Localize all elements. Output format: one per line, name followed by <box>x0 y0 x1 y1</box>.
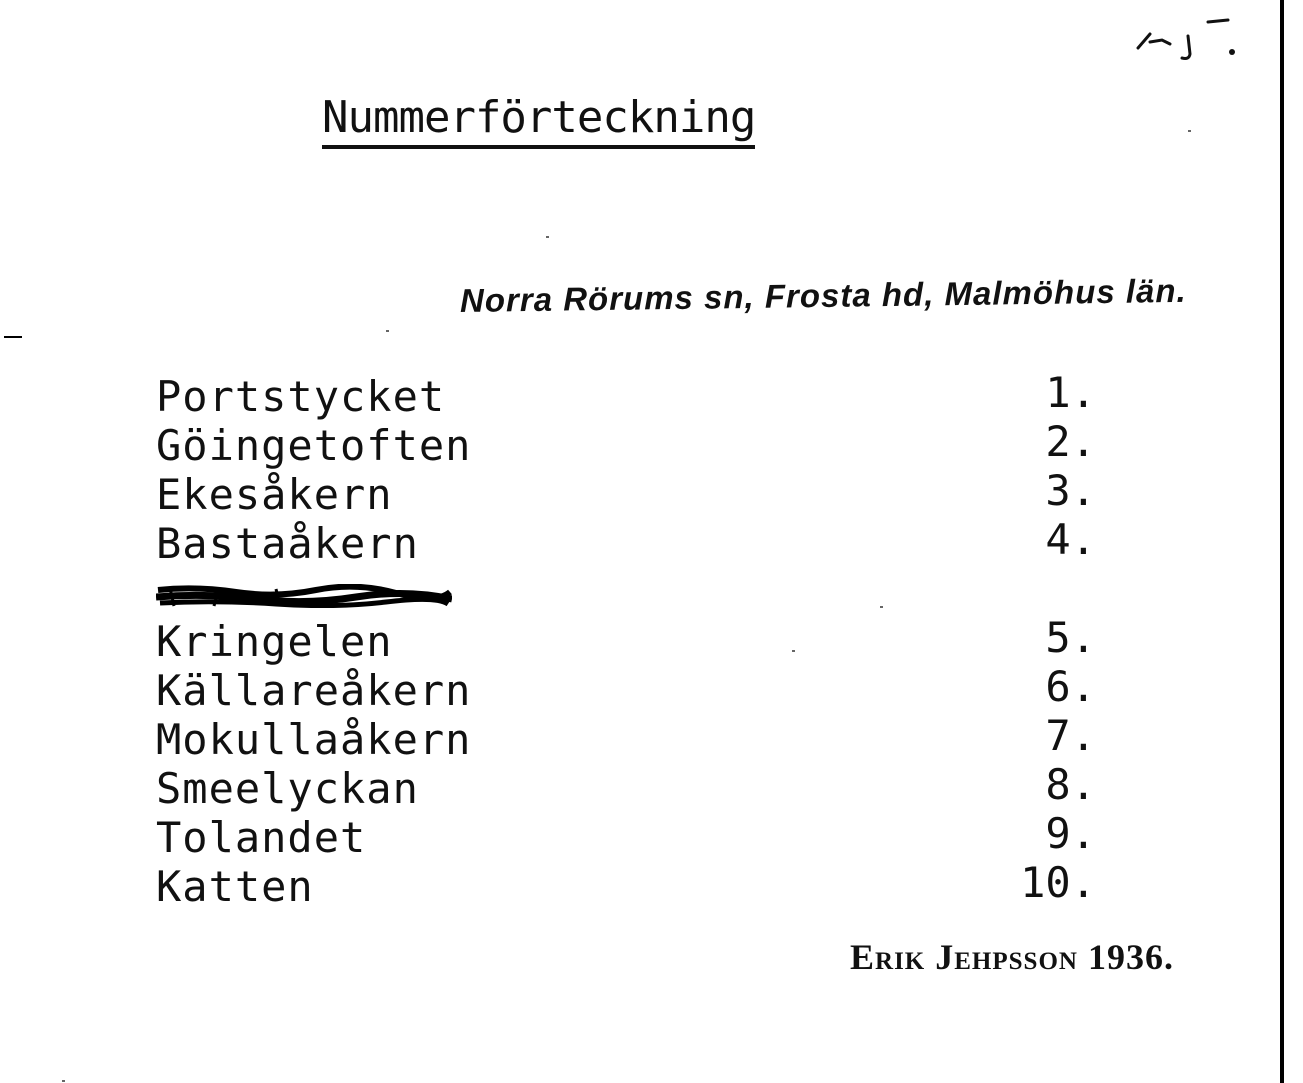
field-name: Bastaåkern <box>156 519 419 568</box>
list-item <box>156 760 1116 813</box>
location-line: Norra Rörums sn, Frosta hd, Malmöhus län. <box>459 271 1187 319</box>
field-name: Kringelen <box>156 617 393 666</box>
field-name: Smeelyckan <box>156 764 419 813</box>
number-list <box>156 368 1116 911</box>
list-item <box>156 515 1116 568</box>
page-edge-line <box>1280 0 1284 1083</box>
scan-speck <box>386 330 389 332</box>
struck-out-item <box>156 568 1116 617</box>
handwritten-corner-mark <box>1132 14 1250 62</box>
scribble-strikeout <box>156 584 452 608</box>
field-number: 3. <box>1045 466 1096 515</box>
author-signature-line: Erik Jehpsson 1936. <box>850 937 1174 977</box>
list-item <box>156 368 1116 421</box>
field-number: 10. <box>1020 858 1096 907</box>
field-name: Källareåkern <box>156 666 472 715</box>
field-number: 7. <box>1045 711 1096 760</box>
list-item <box>156 662 1116 715</box>
field-name: Katten <box>156 862 314 911</box>
scan-speck <box>792 650 795 652</box>
list-item <box>156 613 1116 666</box>
field-number: 9. <box>1045 809 1096 858</box>
list-item <box>156 466 1116 519</box>
scan-speck <box>62 1080 65 1082</box>
scan-speck <box>1188 130 1191 132</box>
scan-speck <box>546 236 549 238</box>
list-item <box>156 858 1116 911</box>
list-item <box>156 417 1116 470</box>
field-name: Tolandet <box>156 813 367 862</box>
margin-tick-mark <box>4 336 22 338</box>
field-number: 2. <box>1045 417 1096 466</box>
scan-speck <box>880 606 883 608</box>
field-number: 5. <box>1045 613 1096 662</box>
field-name: Ekesåkern <box>156 470 393 519</box>
field-name: Mokullaåkern <box>156 715 472 764</box>
document-title: Nummerförteckning <box>322 92 755 149</box>
list-item <box>156 809 1116 862</box>
list-item <box>156 711 1116 764</box>
field-number: 4. <box>1045 515 1096 564</box>
field-number: 8. <box>1045 760 1096 809</box>
field-number: 1. <box>1045 368 1096 417</box>
field-name: Göingetoften <box>156 421 472 470</box>
field-name: Portstycket <box>156 372 446 421</box>
field-number: 6. <box>1045 662 1096 711</box>
